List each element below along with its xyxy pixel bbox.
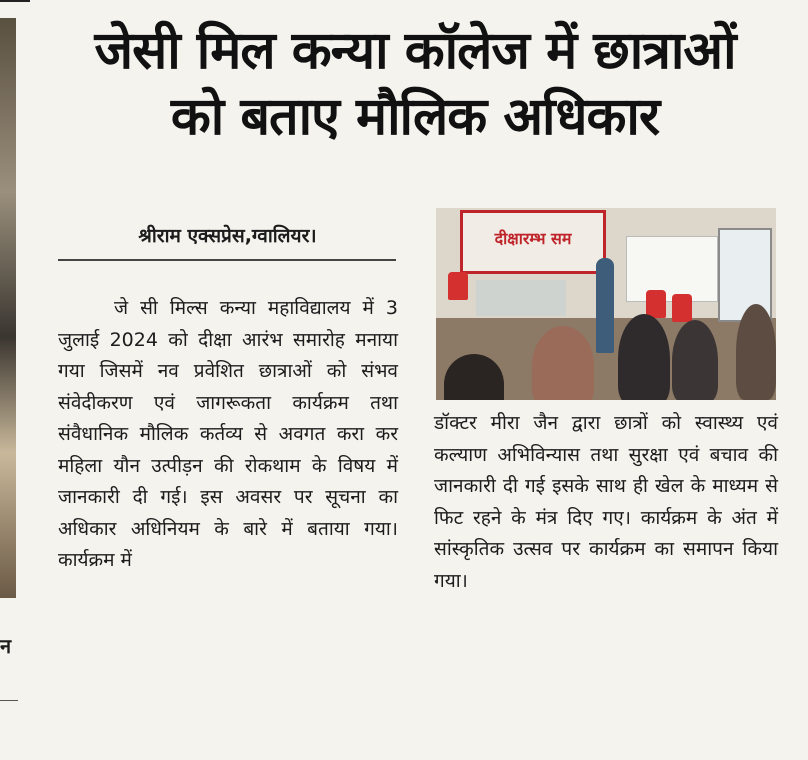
audience-member xyxy=(736,304,776,400)
article-column-left: जे सी मिल्स कन्या महाविद्यालय में 3 जुलाई 2024 को दीक्षा आरंभ समारोह मनाया गया जिसमें नव प्रवेशित छात्राओं को संभव संवेदीकरण एवं जागरूकता कार्यक्रम तथा संवैधानिक मौलिक कर्तव्य से अवगत करा कर महिला यौन उत्पीड़न की रोकथाम के विषय में जानकारी दी गई। इस अवसर पर सूचना का अधिकार अधिनियम के बारे में बताया गया। कार्यक्रम में xyxy=(58,297,398,571)
adjacent-photo-fragment xyxy=(0,18,16,598)
headline xyxy=(40,18,790,150)
news-photo xyxy=(436,208,776,400)
adjacent-caption-fragment: न xyxy=(0,634,12,658)
left-column-rule xyxy=(0,0,30,2)
red-chair xyxy=(672,294,692,322)
headline-line-1: जेसी मिल कन्या कॉलेज में छात्राओं xyxy=(94,21,736,81)
adjacent-caption-rule xyxy=(0,700,18,701)
table xyxy=(476,280,566,316)
event-banner xyxy=(460,210,606,274)
article-column-right: डॉक्टर मीरा जैन द्वारा छात्रों को स्वास्थ्य एवं कल्याण अभिविन्यास तथा सुरक्षा एवं बचाव की जानकारी दी गई इसके साथ ही खेल के माध्यम से फिट रहने के मंत्र दिए गए। कार्यक्रम के अंत में सांस्कृतिक उत्सव पर कार्यक्रम का समापन किया गया। xyxy=(434,412,778,592)
presenter-figure xyxy=(596,258,614,353)
banner-text: दीक्षारम्भ सम xyxy=(494,229,572,248)
audience-member xyxy=(532,326,594,400)
whiteboard xyxy=(626,236,718,302)
byline-rule xyxy=(58,259,396,261)
headline-line-2: को बताए मौलिक अधिकार xyxy=(170,87,660,147)
byline: श्रीराम एक्सप्रेस,ग्वालियर। xyxy=(138,225,317,247)
red-chair xyxy=(646,290,666,318)
red-chair xyxy=(448,272,468,300)
audience-member xyxy=(672,320,718,400)
audience-member xyxy=(618,314,670,400)
